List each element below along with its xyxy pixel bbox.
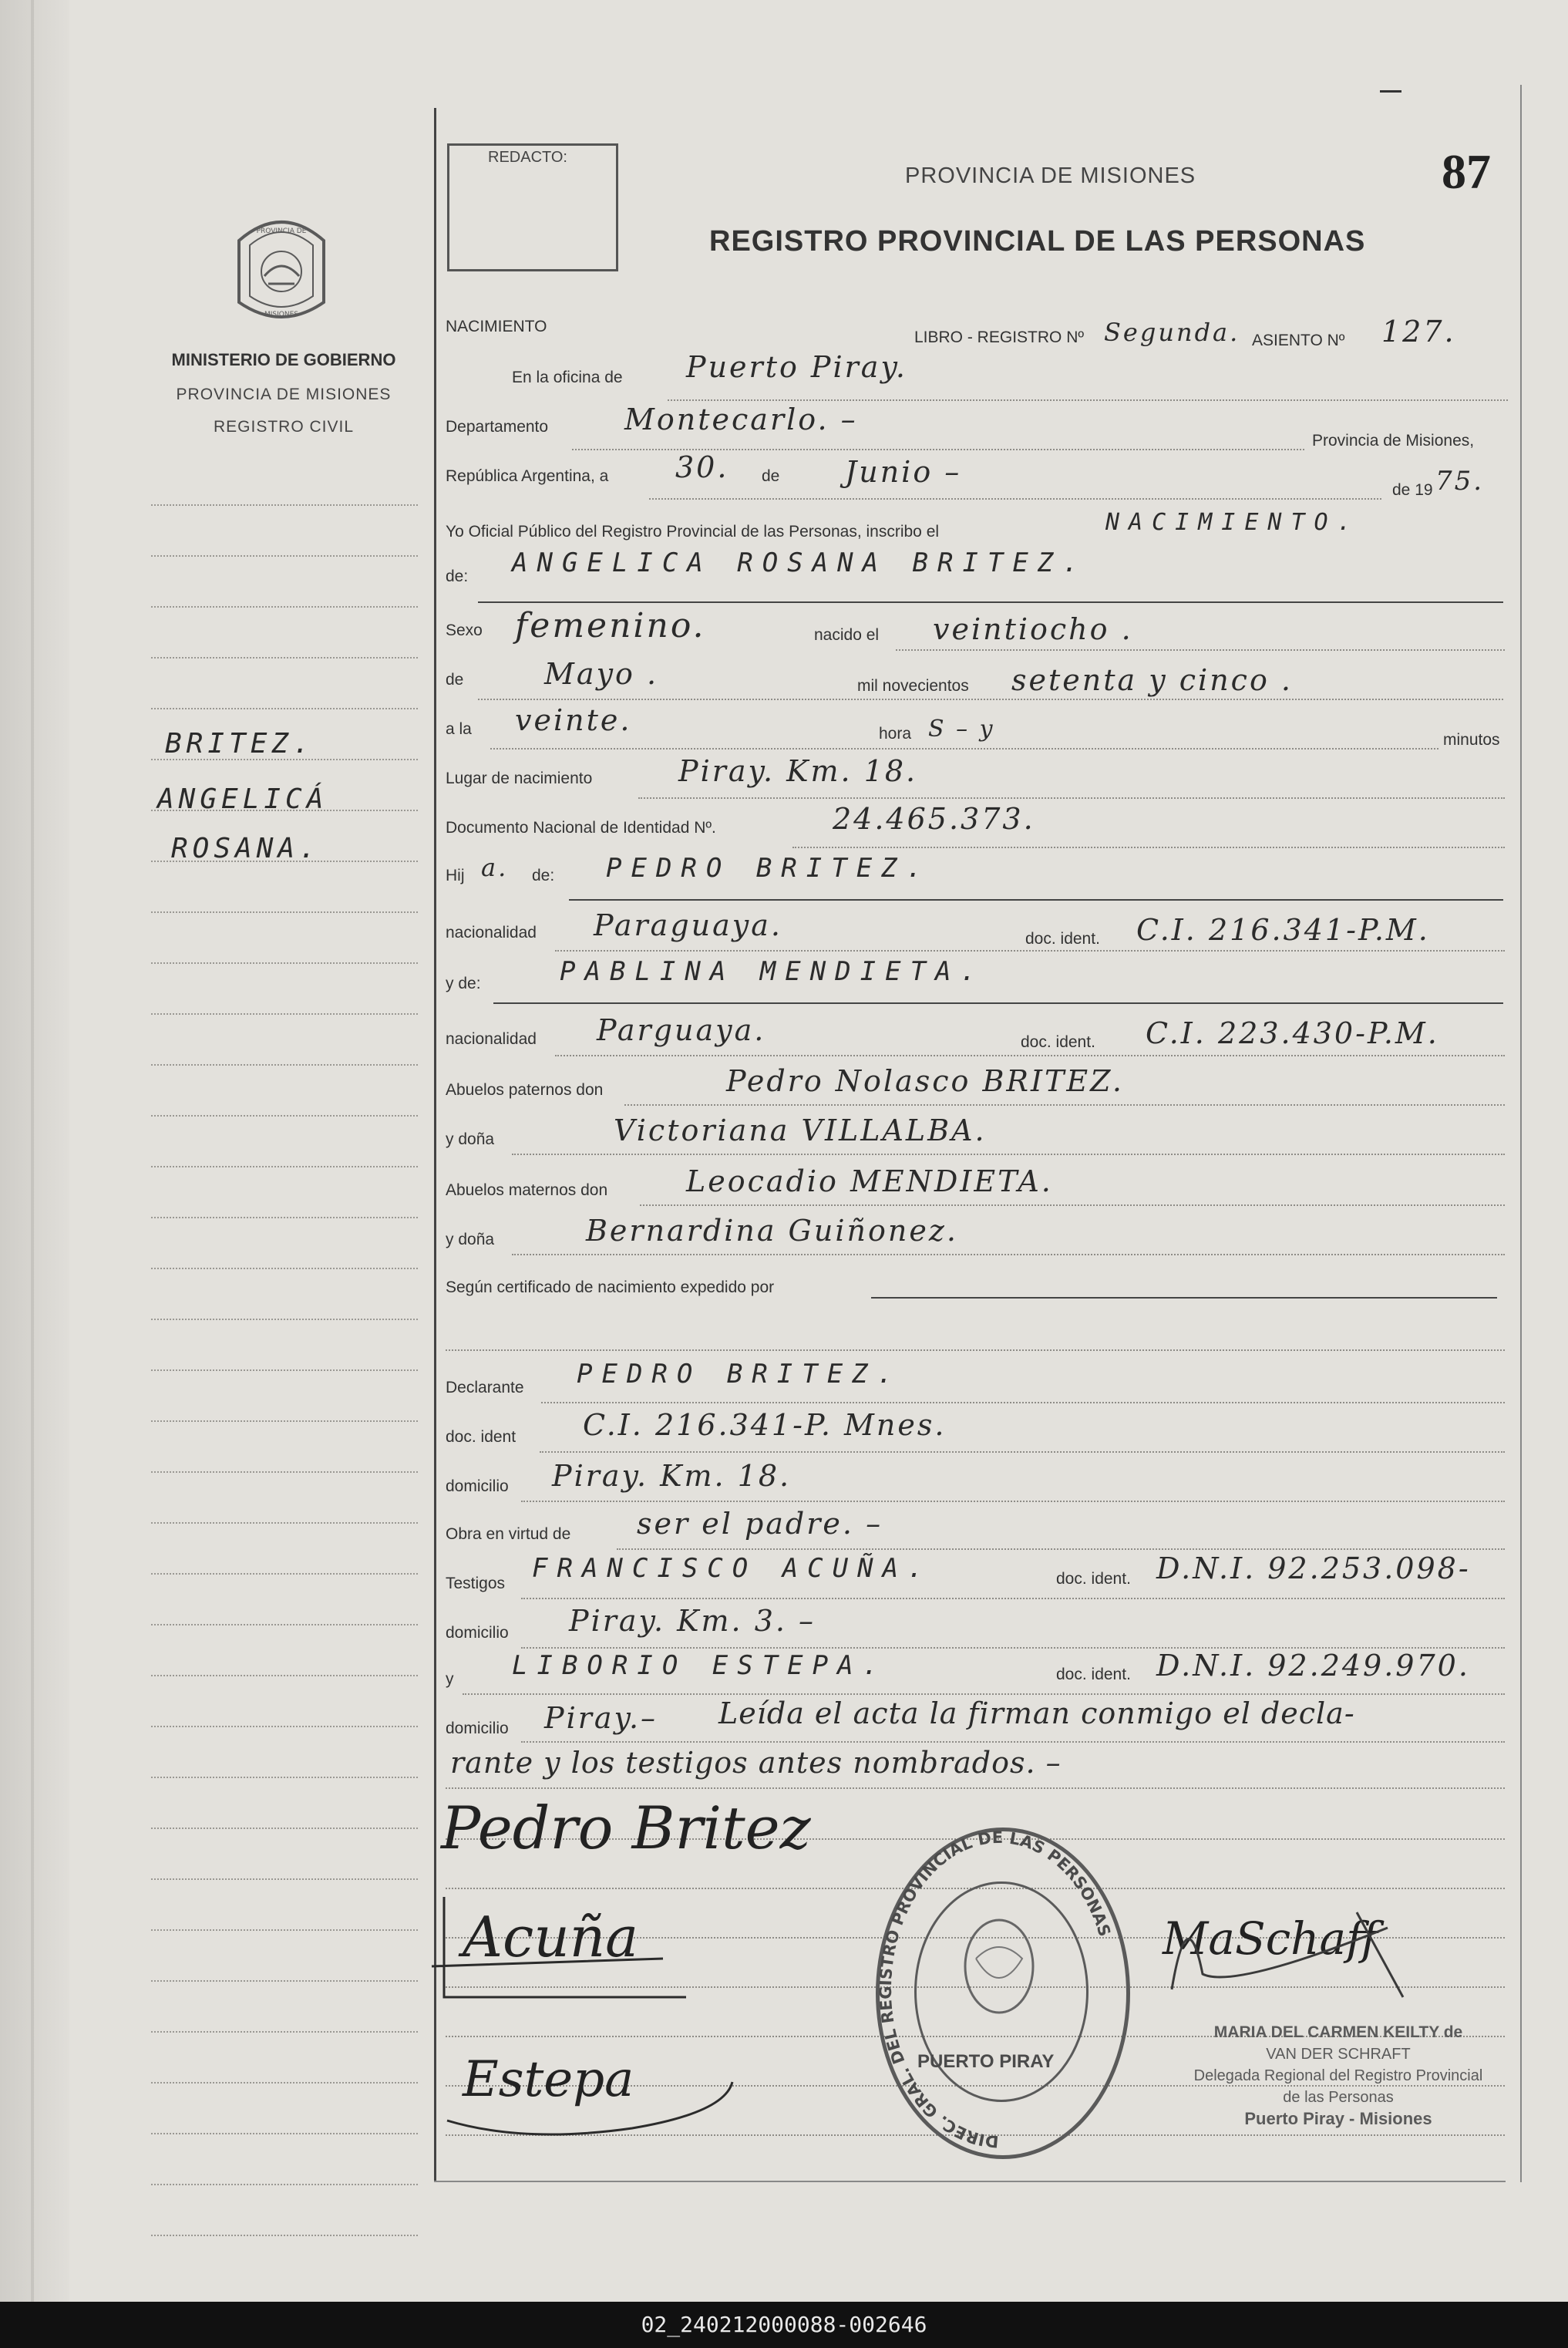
margin-ruled-line (151, 861, 418, 862)
official-name: MARIA DEL CARMEN KEILTY de (1213, 2023, 1463, 2041)
de2-label: de (446, 671, 464, 689)
padre-value: PEDRO BRITEZ. (606, 853, 932, 884)
margin-ruled-line (151, 911, 418, 913)
dia-value: 30. (675, 450, 729, 484)
nac-padre-value: Paraguaya. (594, 908, 782, 942)
province-seal-icon (230, 210, 333, 325)
hora-value: veinte. (515, 703, 632, 737)
folio-number: 87 (1442, 144, 1491, 199)
anio-label: de 19 (1392, 481, 1433, 499)
margin-ruled-line (151, 1268, 418, 1269)
abuela-pat-value: Victoriana VILLALBA. (614, 1113, 987, 1147)
signature-oficial: MaSchaff (1163, 1912, 1378, 1965)
margin-ruled-line (151, 1522, 418, 1524)
ydona-mat-label: y doña (446, 1231, 495, 1248)
testigo2-domicilio-label: domicilio (446, 1720, 509, 1737)
margin-ruled-line (151, 1828, 418, 1829)
ministerio-label: MINISTERIO DE GOBIERNO (171, 350, 396, 369)
doc-padre-label: doc. ident. (1025, 930, 1100, 948)
obra-label: Obra en virtud de (446, 1525, 571, 1543)
oficina-label: En la oficina de (512, 369, 623, 386)
declarante-label: Declarante (446, 1379, 524, 1396)
testigo1-doc: D.N.I. 92.253.098- (1156, 1551, 1471, 1585)
signature-testigo1-box (401, 1881, 725, 2020)
margin-ruled-line (151, 1624, 418, 1625)
sidebar-provincia: PROVINCIA DE MISIONES (176, 386, 392, 403)
official-role-2: de las Personas (1283, 2089, 1394, 2106)
ydona-pat-label: y doña (446, 1130, 495, 1148)
margin-ruled-line (151, 657, 418, 659)
margin-ruled-line (151, 1878, 418, 1880)
stamp-emblem-icon (953, 1912, 1045, 2028)
margin-ruled-line (151, 810, 418, 811)
sidebar-registro-civil: REGISTRO CIVIL (213, 418, 355, 436)
signature-declarante: Pedro Britez (441, 1794, 811, 1862)
departamento-label: Departamento (446, 418, 549, 436)
mil-label: mil novecientos (857, 677, 969, 695)
margin-ruled-line (151, 555, 418, 557)
testigo2-domicilio: Piray.– (544, 1701, 658, 1735)
official-place: Puerto Piray - Misiones (1244, 2109, 1432, 2128)
svg-text:DIREC. GRAL. DEL REGISTRO PROV: DIREC. GRAL. DEL REGISTRO PROVINCIAL DE LAS PERSONAS (876, 1828, 1115, 2151)
doc-madre-label: doc. ident. (1021, 1033, 1095, 1051)
margin-ruled-line (151, 759, 418, 760)
abuelo-mat-value: Leocadio MENDIETA. (686, 1164, 1053, 1198)
stamp-center-text: PUERTO PIRAY (917, 2051, 1055, 2072)
testigo1-doc-label: doc. ident. (1056, 1570, 1131, 1588)
margin-ruled-line (151, 1420, 418, 1422)
signature-testigo2: Estepa (463, 2051, 634, 2108)
abuela-mat-value: Bernardina Guiñonez. (586, 1214, 958, 1248)
margin-ruled-line (151, 1115, 418, 1117)
margin-ruled-line (151, 1777, 418, 1778)
cierre-line-1: Leída el acta la firman conmigo el decla- (718, 1696, 1355, 1730)
hij-de-label: de: (532, 867, 555, 884)
margin-ruled-line (151, 504, 418, 506)
declarante-value: PEDRO BRITEZ. (577, 1359, 903, 1390)
margin-ruled-line (151, 2184, 418, 2185)
madre-value: PABLINA MENDIETA. (560, 956, 985, 987)
hij-label: Hij (446, 867, 465, 884)
margin-ruled-line (151, 1726, 418, 1727)
inscribo-value: NACIMIENTO. (1105, 509, 1361, 536)
minutos-label: minutos (1443, 731, 1500, 749)
seal-ring-bottom: MISIONES (264, 311, 299, 318)
doc-madre-value: C.I. 223.430-P.M. (1146, 1016, 1439, 1050)
official-name-2: VAN DER SCHRAFT (1266, 2046, 1411, 2063)
doc-declarante-label: doc. ident (446, 1428, 516, 1446)
anio-value: 75. (1435, 466, 1485, 497)
sexo-value: femenino. (515, 606, 706, 645)
nac-madre-label: nacionalidad (446, 1030, 537, 1048)
margin-ruled-line (151, 1166, 418, 1167)
provincia-misiones-label: Provincia de Misiones, (1312, 432, 1475, 450)
mes-nac-value: Mayo . (544, 657, 659, 691)
republica-label: República Argentina, a (446, 467, 609, 485)
margin-ruled-line (151, 1675, 418, 1676)
y-label: y (446, 1670, 454, 1688)
sexo-label: Sexo (446, 622, 483, 639)
oficina-value: Puerto Piray. (686, 350, 907, 384)
margin-ruled-line (151, 1369, 418, 1371)
signature-testigo1: Acuña (463, 1905, 638, 1969)
testigo1-value: FRANCISCO ACUÑA. (532, 1553, 933, 1584)
doc-padre-value: C.I. 216.341-P.M. (1136, 913, 1430, 947)
margin-ruled-line (151, 1980, 418, 1982)
official-role: Delegada Regional del Registro Provincial (1193, 2067, 1483, 2084)
asiento-label: ASIENTO Nº (1252, 332, 1345, 349)
margin-note-line-2: ANGELICÁ (157, 783, 328, 815)
testigo2-value: LIBORIO ESTEPA. (512, 1650, 888, 1681)
anio-nac-value: setenta y cinco . (1011, 663, 1294, 697)
declarante-doc: C.I. 216.341-P. Mnes. (583, 1408, 947, 1442)
lugar-value: Piray. Km. 18. (678, 754, 918, 788)
testigo1-domicilio: Piray. Km. 3. – (569, 1604, 816, 1638)
testigo2-doc: D.N.I. 92.249.970. (1156, 1649, 1470, 1683)
official-name-stamp (1184, 2022, 1492, 2130)
margin-note-line-1: BRITEZ. (165, 728, 315, 760)
nacimiento-label: NACIMIENTO (446, 318, 547, 335)
margin-ruled-line (151, 962, 418, 964)
margin-ruled-line (151, 2235, 418, 2236)
margin-ruled-line (151, 1573, 418, 1575)
signature-oficial-stroke (1156, 1881, 1418, 2013)
margin-ruled-line (151, 1064, 418, 1066)
margin-ruled-line (151, 2082, 418, 2084)
dni-value: 24.465.373. (833, 802, 1035, 836)
margin-ruled-line (151, 708, 418, 709)
testigos-label: Testigos (446, 1575, 506, 1592)
nacido-value: veintiocho . (933, 612, 1133, 646)
yde-label: y de: (446, 975, 481, 992)
top-dash-mark (1380, 90, 1401, 93)
signature-testigo2-flourish (432, 2051, 755, 2151)
redacto-box (447, 143, 618, 271)
hora-label: hora (879, 725, 912, 743)
de-label: de (762, 467, 780, 485)
mes-value: Junio – (845, 455, 962, 489)
de-nombre-label: de: (446, 568, 469, 585)
margin-ruled-line (151, 2031, 418, 2033)
redacto-label: REDACTO: (488, 149, 567, 166)
abuelos-mat-label: Abuelos maternos don (446, 1181, 608, 1199)
dni-label: Documento Nacional de Identidad Nº. (446, 819, 716, 837)
inscribo-label: Yo Oficial Público del Registro Provincial de las Personas, inscribo el (446, 523, 940, 541)
testigo1-domicilio-label: domicilio (446, 1624, 509, 1642)
departamento-value: Montecarlo. – (624, 403, 858, 436)
frame-bottom-border (434, 2181, 1506, 2182)
libro-value: Segunda. (1104, 318, 1240, 347)
nac-padre-label: nacionalidad (446, 924, 537, 942)
lugar-label: Lugar de nacimiento (446, 770, 593, 787)
cierre-line-2: rante y los testigos antes nombrados. – (450, 1746, 1062, 1780)
frame-left-border (434, 108, 436, 2182)
margin-ruled-line (151, 2133, 418, 2134)
hora-extra: S – y (928, 716, 995, 743)
abuelo-pat-value: Pedro Nolasco BRITEZ. (726, 1064, 1124, 1098)
margin-note-line-3: ROSANA. (171, 833, 321, 864)
registry-title: REGISTRO PROVINCIAL DE LAS PERSONAS (709, 225, 1366, 258)
asiento-value: 127. (1381, 315, 1456, 349)
margin-ruled-line (151, 606, 418, 608)
margin-ruled-line (151, 1471, 418, 1473)
margin-ruled-line (151, 1929, 418, 1931)
image-id-footer: 02_240212000088-002646 (0, 2302, 1568, 2348)
hij-suffix: a. (481, 853, 509, 882)
nombre-value: ANGELICA ROSANA BRITEZ. (512, 547, 1088, 578)
page-edge (31, 0, 34, 2302)
frame-right-border (1520, 85, 1522, 2182)
margin-ruled-line (151, 1013, 418, 1015)
declarante-domicilio: Piray. Km. 18. (552, 1459, 792, 1493)
domicilio-declarante-label: domicilio (446, 1477, 509, 1495)
nac-madre-value: Parguaya. (597, 1013, 766, 1047)
obra-value: ser el padre. – (637, 1507, 883, 1541)
abuelos-pat-label: Abuelos paternos don (446, 1081, 604, 1099)
margin-ruled-line (151, 1319, 418, 1320)
certificado-label: Según certificado de nacimiento expedido por (446, 1278, 775, 1296)
libro-label: LIBRO - REGISTRO Nº (914, 328, 1085, 346)
nacido-label: nacido el (814, 626, 880, 644)
province-heading: PROVINCIA DE MISIONES (905, 163, 1196, 188)
margin-ruled-line (151, 1217, 418, 1218)
testigo2-doc-label: doc. ident. (1056, 1666, 1131, 1683)
ala-label: a la (446, 720, 472, 738)
seal-ring-top: PROVINCIA DE (256, 227, 307, 235)
